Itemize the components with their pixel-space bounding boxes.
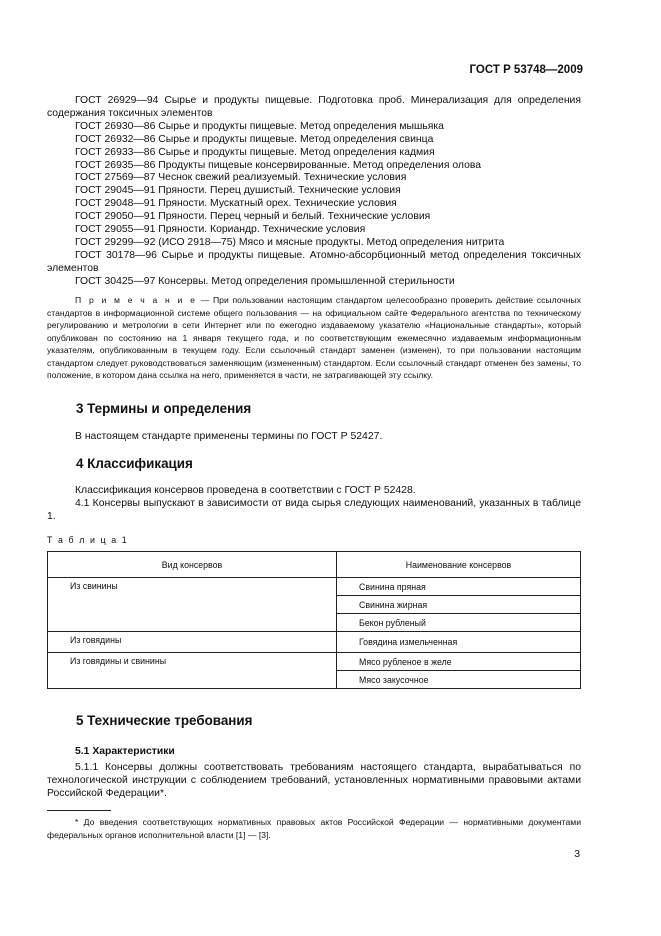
section-5-heading: 5 Технические требования bbox=[76, 713, 253, 728]
name-cell: Мясо закусочное bbox=[337, 671, 581, 689]
reference-item: ГОСТ 26933—86 Сырье и продукты пищевые. Метод определения кадмия bbox=[75, 146, 435, 158]
section-4-paragraph: Классификация консервов проведена в соответствии с ГОСТ Р 52428. bbox=[75, 485, 416, 496]
reference-item: ГОСТ 26935—86 Продукты пищевые консервированные. Метод определения олова bbox=[75, 159, 482, 171]
table-row bbox=[48, 632, 581, 653]
reference-item: ГОСТ 26932—86 Сырье и продукты пищевые. Метод определения свинца bbox=[75, 133, 434, 145]
table-row bbox=[48, 653, 581, 671]
reference-item: ГОСТ 27569—87 Чеснок свежий реализуемый. Технические условия bbox=[75, 172, 407, 184]
footnote-divider bbox=[47, 810, 111, 811]
reference-item: ГОСТ 29299—92 (ИСО 2918—75) Мясо и мясные продукты. Метод определения нитрита bbox=[75, 236, 505, 248]
name-cell: Свинина пряная bbox=[337, 578, 581, 596]
note-paragraph bbox=[47, 294, 581, 382]
section-3-text: В настоящем стандарте применены термины по ГОСТ Р 52427. bbox=[75, 431, 383, 442]
reference-item: ГОСТ 30425—97 Консервы. Метод определения промышленной стерильности bbox=[75, 275, 455, 287]
reference-item: ГОСТ 29048—91 Пряности. Мускатный орех. Технические условия bbox=[75, 198, 397, 210]
section-4-heading: 4 Классификация bbox=[76, 456, 193, 471]
canned-goods-table bbox=[47, 551, 581, 689]
references-list bbox=[47, 95, 581, 289]
name-cell: Мясо рубленое в желе bbox=[337, 653, 581, 671]
reference-item: ГОСТ 26929—94 Сырье и продукты пищевые. Подготовка проб. Минерализация для определения содержания токсичных элементов bbox=[47, 95, 581, 119]
reference-item: ГОСТ 29055—91 Пряности. Кориандр. Технические условия bbox=[75, 224, 366, 236]
table-caption: Т а б л и ц а 1 bbox=[47, 535, 129, 545]
section-3-heading: 3 Термины и определения bbox=[76, 401, 252, 416]
page-number: 3 bbox=[574, 849, 580, 860]
reference-item: ГОСТ 30178—96 Сырье и продукты пищевые. Атомно-абсорбционный метод определения токсичных элементов bbox=[47, 249, 581, 274]
kind-cell: Из говядины bbox=[48, 632, 337, 653]
reference-item: ГОСТ 29045—91 Пряности. Перец душистый. Технические условия bbox=[75, 185, 401, 197]
table-row bbox=[48, 578, 581, 596]
reference-item: ГОСТ 29050—91 Пряности. Перец черный и белый. Технические условия bbox=[75, 211, 431, 223]
name-cell: Говядина измельченная bbox=[337, 632, 581, 653]
kind-cell: Из говядины и свинины bbox=[48, 653, 337, 689]
section-5-1-1-paragraph: 5.1.1 Консервы должны соответствовать требованиям настоящего стандарта, вырабатываться по технологической инструкции с соблюдением требований, установленных нормативными правовыми актами Российской Федерации*. bbox=[47, 762, 581, 799]
note-label: П р и м е ч а н и е bbox=[75, 295, 197, 305]
reference-item: ГОСТ 26930—86 Сырье и продукты пищевые. Метод определения мышьяка bbox=[75, 120, 444, 132]
column-header-name: Наименование консервов bbox=[337, 552, 581, 578]
subsection-5-1-heading: 5.1 Характеристики bbox=[75, 746, 175, 757]
name-cell: Свинина жирная bbox=[337, 596, 581, 614]
document-header: ГОСТ Р 53748—2009 bbox=[469, 64, 583, 76]
section-4-1-paragraph: 4.1 Консервы выпускают в зависимости от вида сырья следующих наименований, указанных в таблице 1. bbox=[47, 498, 581, 522]
footnote: * До введения соответствующих нормативных правовых актов Российской Федерации — нормативными документами федеральных органов исполнительной власти [1] — [3]. bbox=[47, 817, 581, 840]
column-header-kind: Вид консервов bbox=[48, 552, 337, 578]
name-cell: Бекон рубленый bbox=[337, 614, 581, 632]
note-text: — При пользовании настоящим стандартом целесообразно проверить действие ссылочных стандартов в информационной системе общего пользования — на официальном сайте Федерального агентства по техническому регулированию и метрологии в сети Интернет или по ежегодно издаваемому указателю «Национальные стандарты», который опубликован по состоянию на 1 января текущего года, и по соответствующим ежемесячно издаваемым информационным указателям, опубликованным в текущем году. Если ссылочный стандарт заменен (изменен), то при пользовании настоящим стандартом следует руководствоваться заменяющим (измененным) стандартом. Если ссылочный стандарт отменен без замены, то положение, в котором дана ссылка на него, применяется в части, не затрагивающей эту ссылку. bbox=[47, 295, 582, 380]
table-header-row bbox=[48, 552, 581, 578]
kind-cell: Из свинины bbox=[48, 578, 337, 632]
